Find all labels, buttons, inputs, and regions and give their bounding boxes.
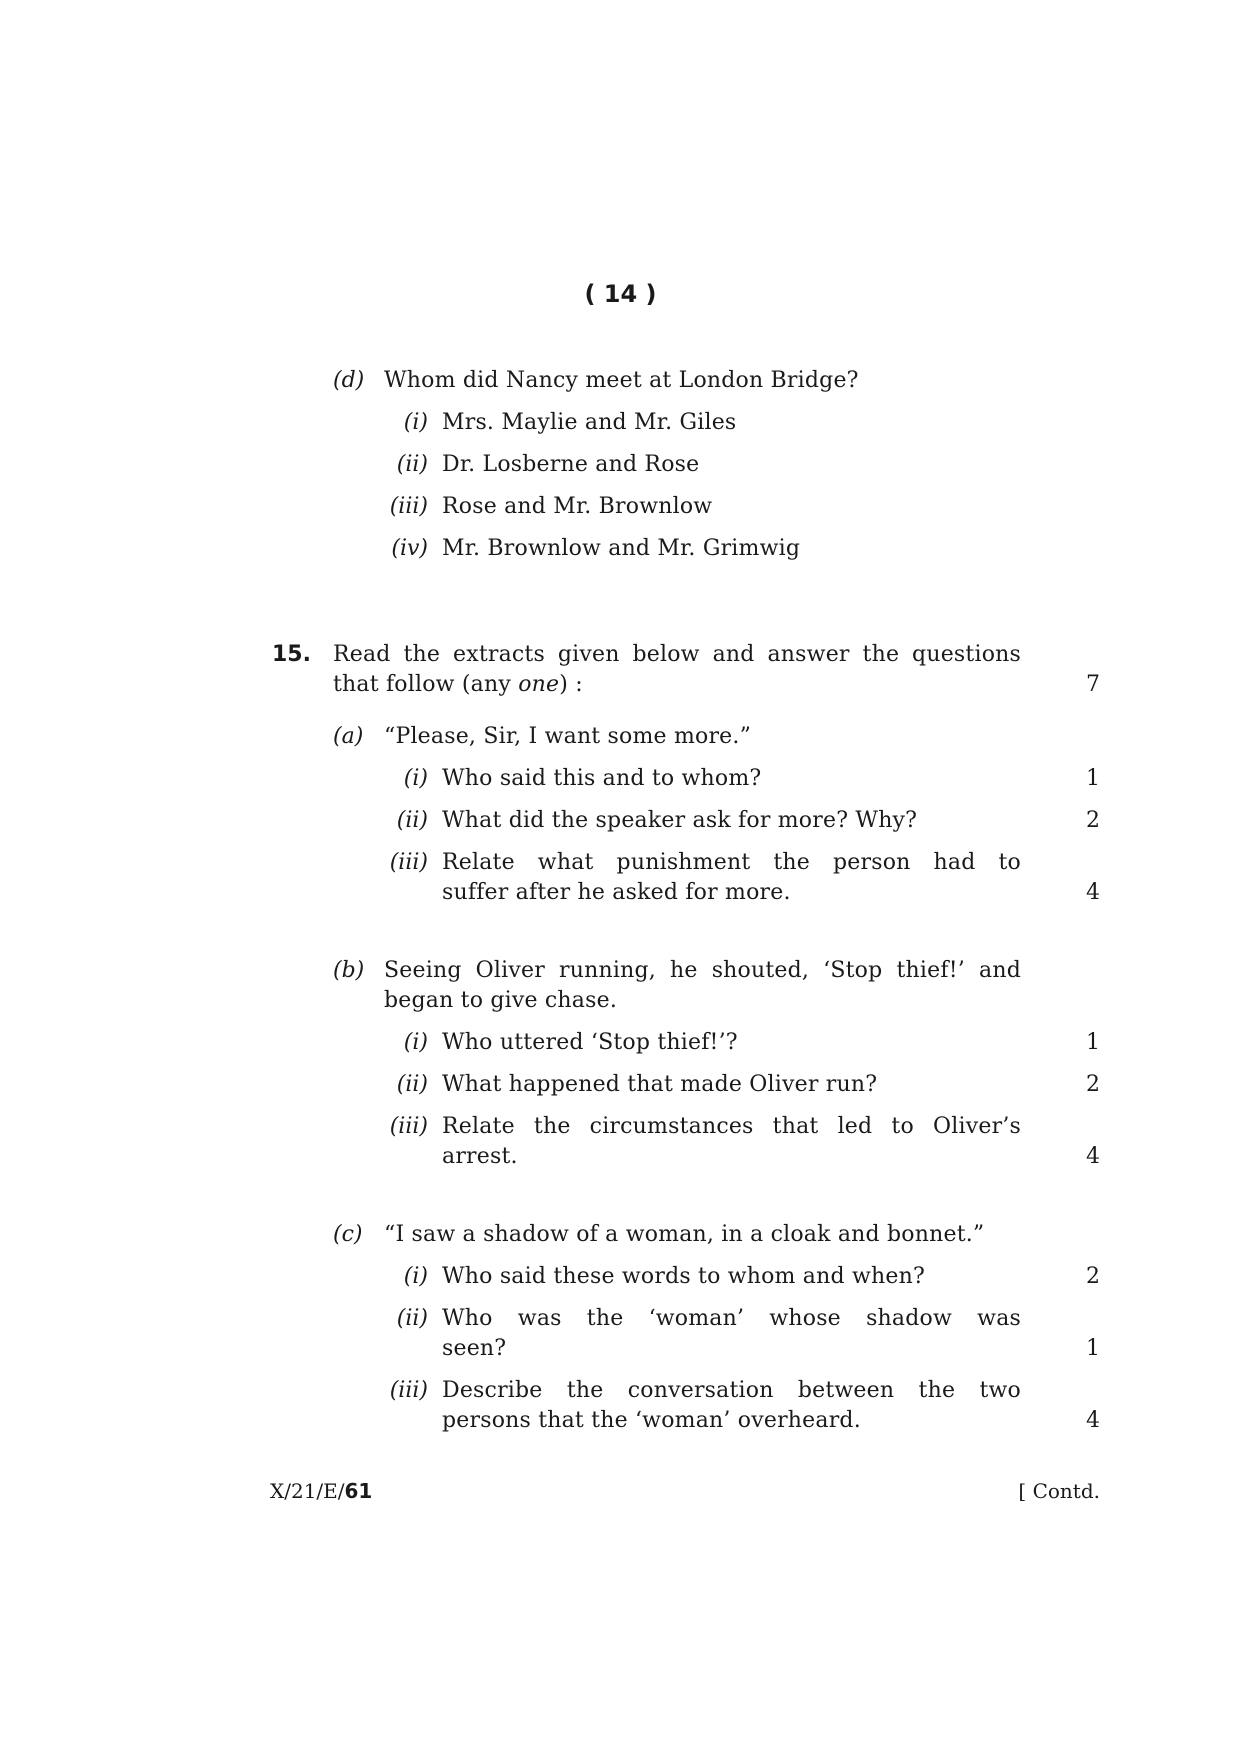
option-label: (iii) — [389, 494, 428, 519]
question-number: 15. — [272, 642, 311, 667]
option-text: Rose and Mr. Brownlow — [442, 494, 713, 519]
sub-question: What did the speaker ask for more? Why? — [442, 808, 918, 833]
sub-question-cont: seen? — [442, 1336, 507, 1361]
sub-question: Who said these words to whom and when? — [442, 1264, 925, 1289]
marks: 2 — [1086, 1072, 1100, 1097]
sub-question-cont: persons that the ‘woman’ overheard. — [442, 1408, 861, 1433]
sub-label: (i) — [403, 1264, 428, 1289]
marks: 7 — [1086, 672, 1100, 697]
sub-label: (iii) — [389, 1378, 428, 1403]
sub-question: Relate what punishment the person had to — [442, 850, 1021, 875]
part-a-extract: “Please, Sir, I want some more.” — [384, 724, 752, 749]
sub-label: (i) — [403, 1030, 428, 1055]
sub-question: Describe the conversation between the two — [442, 1378, 1021, 1403]
part-c-label: (c) — [333, 1222, 363, 1247]
marks: 4 — [1086, 880, 1100, 905]
marks: 1 — [1086, 1030, 1100, 1055]
sub-label: (iii) — [389, 1114, 428, 1139]
sub-label: (i) — [403, 766, 428, 791]
option-text: Mr. Brownlow and Mr. Grimwig — [442, 536, 801, 561]
part-d-question: Whom did Nancy meet at London Bridge? — [384, 368, 859, 393]
part-b-label: (b) — [333, 958, 365, 983]
question-text-line-1: Read the extracts given below and answer the questions — [333, 642, 1021, 667]
paper-code: X/21/E/61 — [270, 1479, 373, 1503]
sub-label: (iii) — [389, 850, 428, 875]
continued-label: [ Contd. — [1018, 1479, 1100, 1503]
sub-question: Who was the ‘woman’ whose shadow was — [442, 1306, 1021, 1331]
marks: 2 — [1086, 1264, 1100, 1289]
marks: 1 — [1086, 766, 1100, 791]
sub-label: (ii) — [396, 808, 428, 833]
sub-question-cont: arrest. — [442, 1144, 518, 1169]
marks: 1 — [1086, 1336, 1100, 1361]
option-text: Mrs. Maylie and Mr. Giles — [442, 410, 737, 435]
option-label: (iv) — [391, 536, 428, 561]
part-a-label: (a) — [333, 724, 364, 749]
sub-label: (ii) — [396, 1306, 428, 1331]
option-label: (i) — [403, 410, 428, 435]
part-d-label: (d) — [333, 368, 365, 393]
sub-question: Relate the circumstances that led to Oliver’s — [442, 1114, 1021, 1139]
part-b-extract-cont: began to give chase. — [384, 988, 618, 1013]
page-number: ( 14 ) — [584, 280, 657, 308]
option-label: (ii) — [396, 452, 428, 477]
marks: 4 — [1086, 1408, 1100, 1433]
sub-question: Who said this and to whom? — [442, 766, 762, 791]
sub-question: Who uttered ‘Stop thief!’? — [442, 1030, 738, 1055]
option-text: Dr. Losberne and Rose — [442, 452, 700, 477]
part-c-extract: “I saw a shadow of a woman, in a cloak and bonnet.” — [384, 1222, 985, 1247]
sub-label: (ii) — [396, 1072, 428, 1097]
sub-question-cont: suffer after he asked for more. — [442, 880, 791, 905]
question-text-line-2: that follow (any one) : — [333, 672, 583, 697]
marks: 4 — [1086, 1144, 1100, 1169]
part-b-extract: Seeing Oliver running, he shouted, ‘Stop thief!’ and — [384, 958, 1021, 983]
sub-question: What happened that made Oliver run? — [442, 1072, 878, 1097]
marks: 2 — [1086, 808, 1100, 833]
